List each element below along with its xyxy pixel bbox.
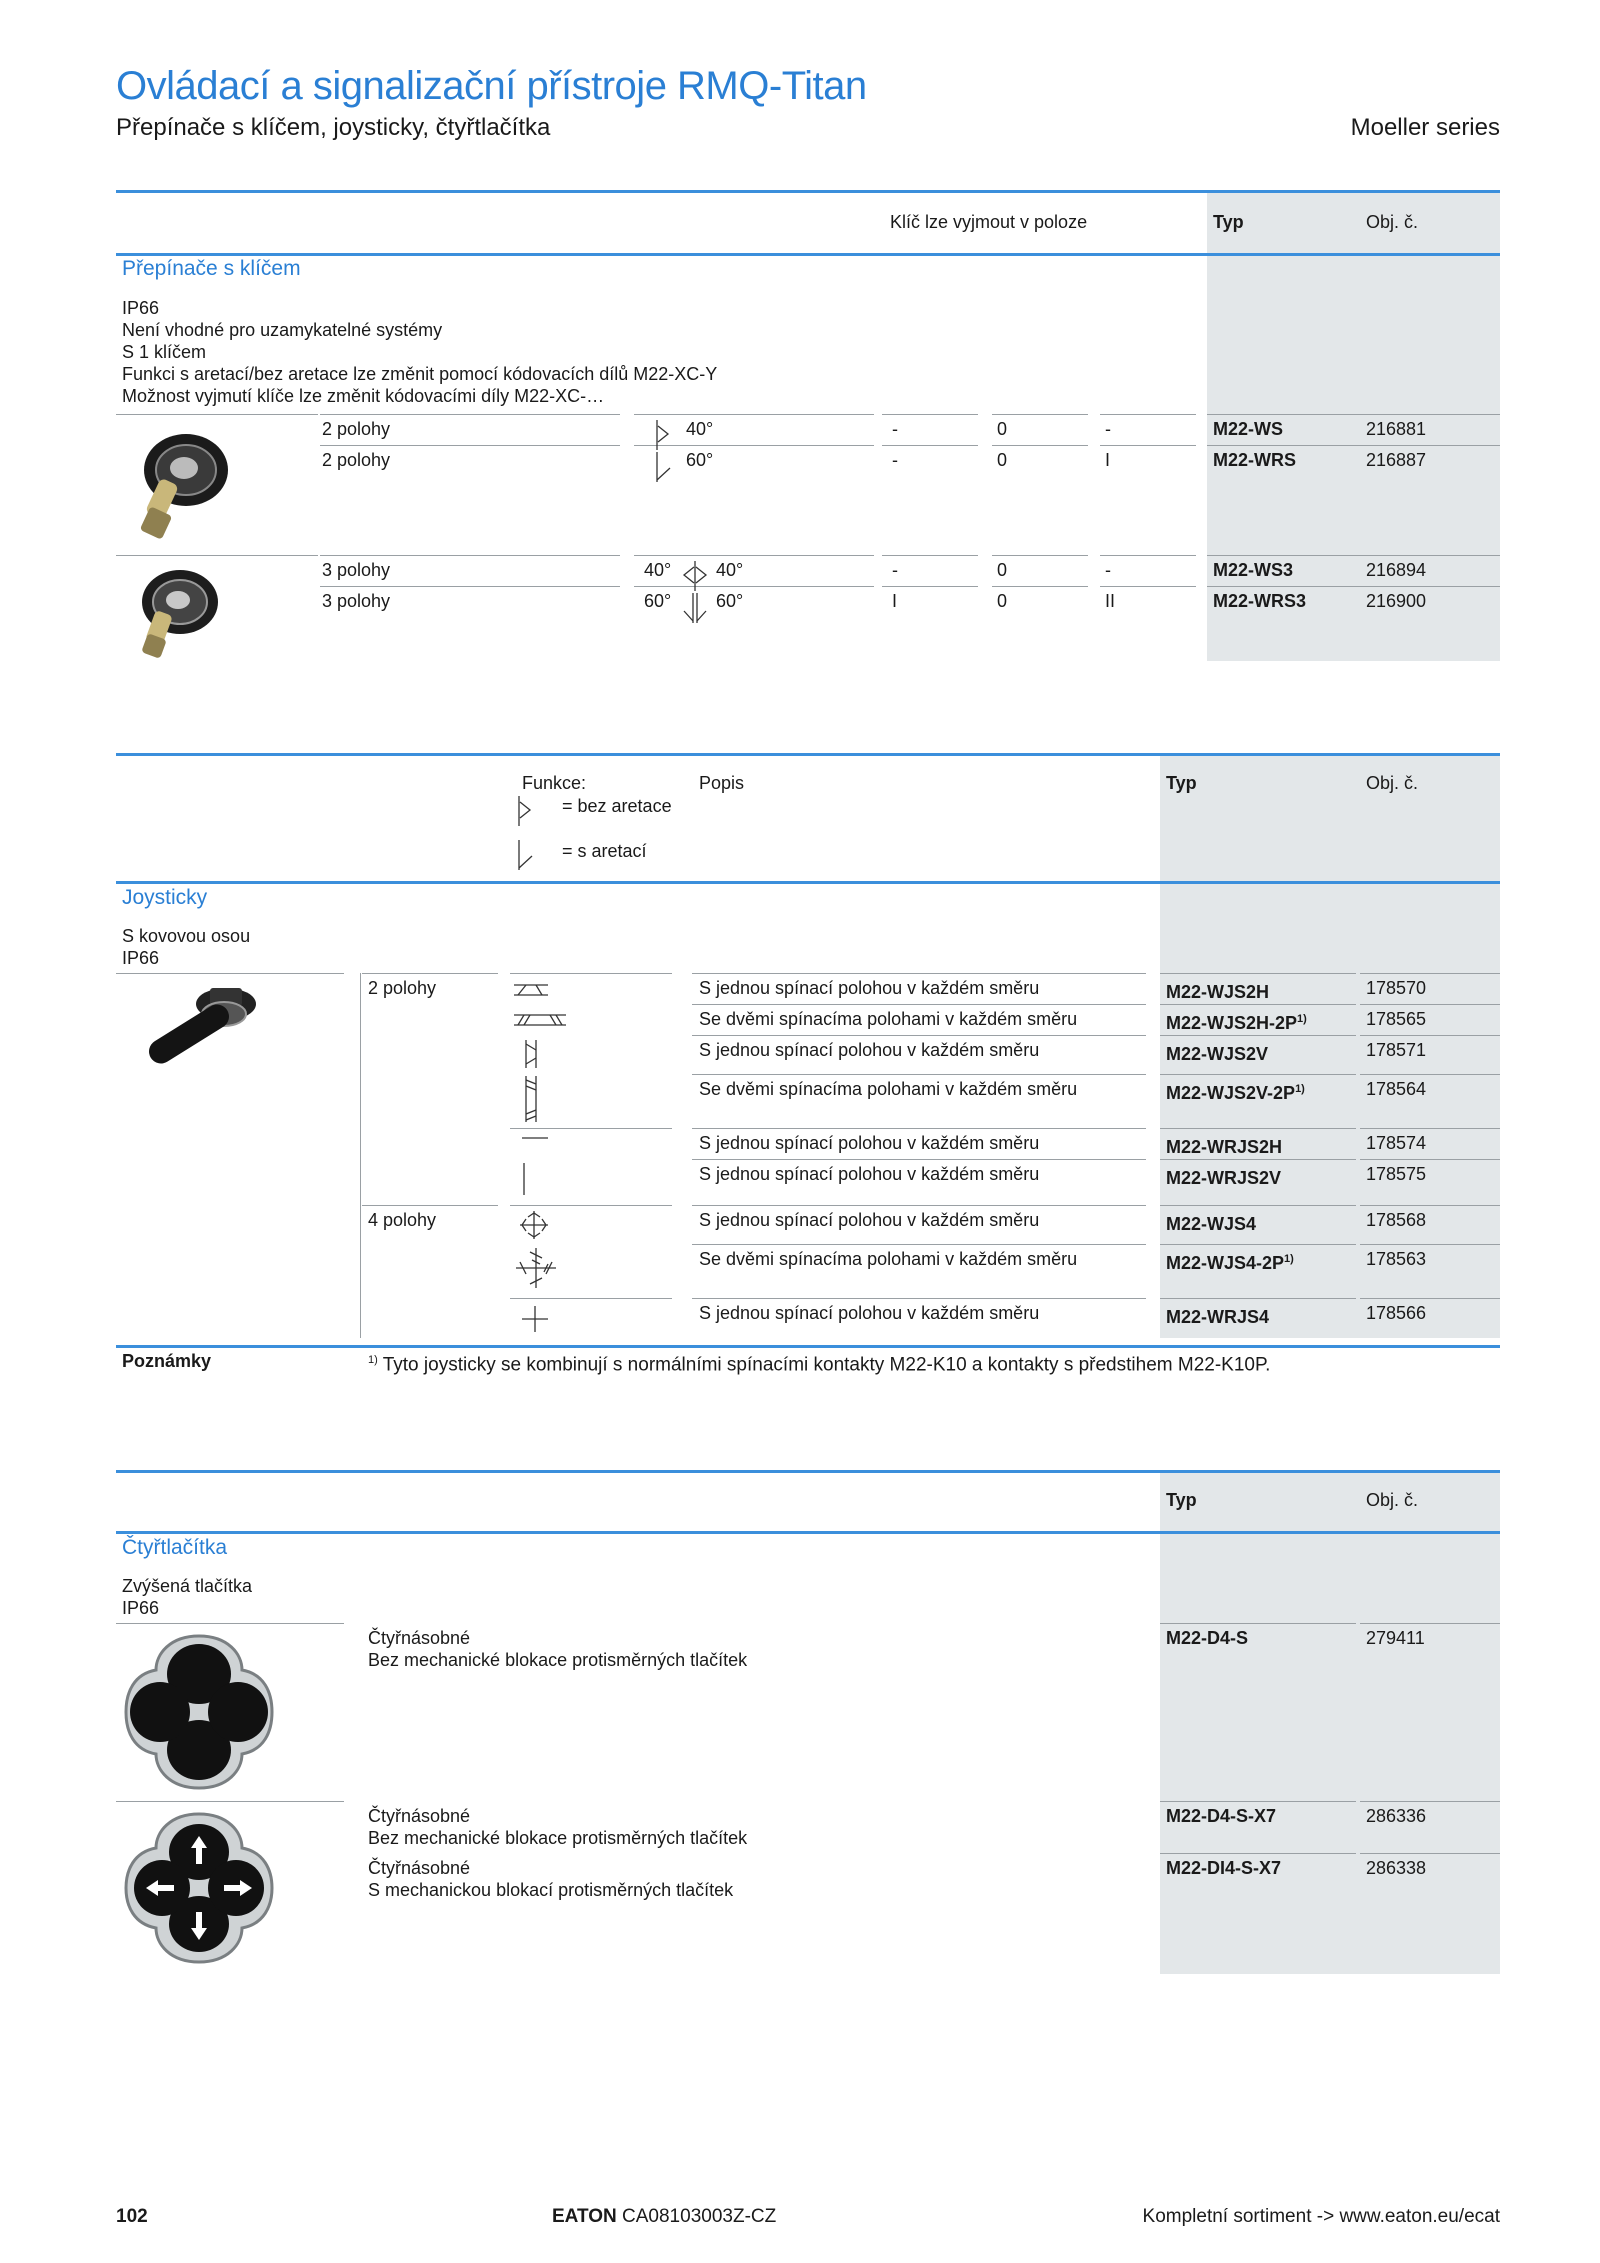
row-rule (1160, 1623, 1356, 1624)
row-rule (1160, 1801, 1356, 1802)
order-number: 178574 (1366, 1133, 1427, 1153)
series-label: Moeller series (1350, 114, 1500, 141)
section-desc-line: Není vhodné pro uzamykatelné systémy (122, 320, 443, 340)
variant-line-1: Čtyřnásobné (368, 1628, 471, 1648)
row-rule (634, 414, 874, 415)
footnote-ref: 1) (1295, 1083, 1305, 1095)
section-desc-line: S kovovou osou (122, 926, 251, 946)
key-pos-1: - (892, 419, 898, 439)
joystick-function-symbol-icon (514, 1246, 558, 1290)
row-rule (1160, 1035, 1356, 1036)
section-top-rule (116, 190, 1500, 193)
positions-label: 3 polohy (322, 560, 391, 580)
page-title: Ovládací a signalizační přístroje RMQ-Titan (116, 64, 867, 108)
joystick-function-symbol-icon (512, 1008, 568, 1032)
row-rule (1360, 1035, 1500, 1036)
type-code: M22-D4-S (1166, 1628, 1249, 1648)
type-code-text: M22-WJS4-2P (1166, 1253, 1285, 1273)
row-rule (1160, 1128, 1356, 1129)
positions-label: 2 polohy (322, 419, 391, 439)
row-rule (1100, 445, 1196, 446)
row-rule (1360, 1298, 1500, 1299)
key-pos-2: 0 (997, 419, 1008, 439)
notes-rule (116, 1345, 1500, 1348)
legend-free-label: = bez aretace (562, 796, 672, 816)
order-number: 178575 (1366, 1164, 1427, 1184)
col-header-type: Typ (1213, 212, 1244, 232)
row-rule (320, 414, 620, 415)
row-rule (1360, 973, 1500, 974)
order-number: 216900 (1366, 591, 1427, 611)
type-code-text: M22-WJS2H (1166, 982, 1270, 1002)
angle-left: 40° (644, 560, 672, 580)
latch-free-3pos-symbol-icon (680, 559, 710, 593)
variant-line-1: Čtyřnásobné (368, 1806, 471, 1826)
legend-latch-label: = s aretací (562, 841, 647, 861)
group-divider (360, 973, 361, 1338)
order-number: 178571 (1366, 1040, 1427, 1060)
joystick-function-symbol-icon (512, 978, 552, 1002)
type-code: M22-WRS3 (1213, 591, 1307, 611)
section-desc-line: Funkci s aretací/bez aretace lze změnit pomocí kódovacích dílů M22-XC-Y (122, 364, 718, 384)
row-rule (992, 445, 1088, 446)
row-rule (1360, 1801, 1500, 1802)
row-rule (1207, 555, 1500, 556)
row-rule (992, 414, 1088, 415)
row-rule (362, 1205, 498, 1206)
row-rule (510, 1205, 672, 1206)
latching-symbol-icon (654, 450, 676, 484)
row-rule (116, 1801, 344, 1802)
key-pos-1: - (892, 560, 898, 580)
type-code-text: M22-WRJS2V (1166, 1168, 1282, 1188)
row-rule (1100, 586, 1196, 587)
row-rule (692, 1035, 1146, 1036)
type-code: M22-D4-S-X7 (1166, 1806, 1277, 1826)
row-rule (320, 445, 620, 446)
row-rule (320, 555, 620, 556)
section-desc-line: Zvýšená tlačítka (122, 1576, 253, 1596)
section-desc-line: IP66 (122, 948, 160, 968)
row-rule (116, 973, 344, 974)
key-pos-2: 0 (997, 560, 1008, 580)
row-rule (1160, 1298, 1356, 1299)
section-top-rule (116, 753, 1500, 756)
row-rule (510, 1128, 672, 1129)
col-header-key: Klíč lze vyjmout v poloze (890, 212, 1088, 232)
latching-3pos-symbol-icon (680, 591, 710, 625)
section-title: Čtyřtlačítka (122, 1536, 228, 1559)
col-header-order: Obj. č. (1366, 773, 1419, 793)
type-code: M22-DI4-S-X7 (1166, 1858, 1282, 1878)
page-number: 102 (116, 2206, 148, 2227)
section-title: Joysticky (122, 886, 208, 909)
type-code (1166, 1039, 1268, 1065)
row-description: S jednou spínací polohou v každém směru (699, 1210, 1040, 1230)
type-code: M22-WRS (1213, 450, 1297, 470)
positions-label: 3 polohy (322, 591, 391, 611)
row-rule (692, 1205, 1146, 1206)
quad-pushbutton-arrows-icon (124, 1808, 274, 1968)
joystick-function-symbol-icon (520, 1161, 530, 1197)
variant-line-2: S mechanickou blokací protisměrných tlačítek (368, 1880, 734, 1900)
type-code (1166, 1008, 1307, 1034)
col-header-type: Typ (1166, 773, 1197, 793)
row-rule (116, 1623, 344, 1624)
row-rule (1100, 414, 1196, 415)
footnote-ref: 1) (1284, 1253, 1294, 1265)
section-title: Přepínače s klíčem (122, 257, 301, 280)
row-rule (1360, 1623, 1500, 1624)
row-rule (992, 555, 1088, 556)
footnote-ref: 1) (1297, 1013, 1307, 1025)
row-rule (1360, 1128, 1500, 1129)
angle-right: 40° (716, 560, 744, 580)
row-rule (116, 555, 318, 556)
latch-free-symbol-icon (654, 418, 676, 452)
key-pos-2: 0 (997, 450, 1008, 470)
angle-right: 40° (686, 419, 714, 439)
row-rule (882, 555, 978, 556)
row-rule (1360, 1205, 1500, 1206)
angle-right: 60° (716, 591, 744, 611)
footer-center (552, 2206, 776, 2228)
row-rule (510, 973, 672, 974)
row-rule (1160, 1159, 1356, 1160)
row-rule (634, 555, 874, 556)
positions-label: 2 polohy (322, 450, 391, 470)
row-rule (320, 586, 620, 587)
type-code (1166, 1163, 1281, 1189)
row-description: S jednou spínací polohou v každém směru (699, 1164, 1040, 1184)
row-rule (1207, 586, 1500, 587)
type-code (1166, 977, 1269, 1003)
row-rule (882, 445, 978, 446)
row-rule (692, 1298, 1146, 1299)
key-switch-3pos-icon (124, 562, 224, 662)
col-header-function: Funkce: (522, 773, 587, 793)
key-switch-2pos-icon (124, 420, 232, 546)
section-header-rule (116, 253, 1500, 256)
key-pos-3: I (1105, 450, 1111, 470)
order-number: 178564 (1366, 1079, 1427, 1099)
key-pos-3: - (1105, 419, 1111, 439)
row-rule (882, 414, 978, 415)
row-rule (1360, 1004, 1500, 1005)
row-rule (692, 1004, 1146, 1005)
type-code (1166, 1248, 1294, 1274)
row-description: Se dvěmi spínacíma polohami v každém směru (699, 1009, 1078, 1029)
note-text (368, 1349, 1270, 1376)
col-header-order: Obj. č. (1366, 212, 1419, 232)
order-number: 216894 (1366, 560, 1427, 580)
row-rule (1100, 555, 1196, 556)
variant-line-1: Čtyřnásobné (368, 1858, 471, 1878)
row-rule (1160, 1853, 1356, 1854)
section-desc-line: IP66 (122, 298, 160, 318)
row-rule (882, 586, 978, 587)
row-rule (1360, 1074, 1500, 1075)
row-rule (1360, 1853, 1500, 1854)
note-body: Tyto joysticky se kombinují s normálními spínacími kontakty M22-K10 a kontakty s předstihem M22-K10P. (382, 1354, 1271, 1376)
section-desc-line: IP66 (122, 1598, 160, 1618)
group-label-4pos: 4 polohy (368, 1210, 437, 1230)
group-label-2pos: 2 polohy (368, 978, 437, 998)
footer-link[interactable]: Kompletní sortiment -> www.eaton.eu/ecat (1142, 2206, 1500, 2227)
row-description: Se dvěmi spínacíma polohami v každém směru (699, 1249, 1078, 1269)
order-number: 178570 (1366, 978, 1427, 998)
row-description: S jednou spínací polohou v každém směru (699, 1133, 1040, 1153)
latch-free-legend-icon (516, 794, 538, 828)
order-number: 216887 (1366, 450, 1427, 470)
row-rule (1160, 1244, 1356, 1245)
page-subtitle: Přepínače s klíčem, joysticky, čtyřtlačítka (116, 114, 551, 141)
row-description: S jednou spínací polohou v každém směru (699, 1040, 1040, 1060)
order-number: 286336 (1366, 1806, 1427, 1826)
type-code-text: M22-WRJS4 (1166, 1307, 1270, 1327)
order-number: 279411 (1366, 1628, 1425, 1648)
row-rule (1160, 973, 1356, 974)
row-description: S jednou spínací polohou v každém směru (699, 1303, 1040, 1323)
joystick-function-symbol-icon (520, 1130, 550, 1150)
row-rule (1160, 1205, 1356, 1206)
key-pos-3: - (1105, 560, 1111, 580)
row-rule (510, 1298, 672, 1299)
angle-right: 60° (686, 450, 714, 470)
footnote-marker: 1) (368, 1354, 378, 1366)
row-rule (1207, 414, 1500, 415)
variant-line-2: Bez mechanické blokace protisměrných tlačítek (368, 1828, 748, 1848)
joystick-function-symbol-icon (520, 1304, 550, 1334)
type-code (1166, 1078, 1305, 1104)
row-description: Se dvěmi spínacíma polohami v každém směru (699, 1079, 1078, 1099)
joystick-function-symbol-icon (520, 1074, 544, 1124)
type-code (1166, 1302, 1269, 1328)
order-number: 178565 (1366, 1009, 1427, 1029)
row-rule (692, 1159, 1146, 1160)
col-header-desc: Popis (699, 773, 745, 793)
order-number: 216881 (1366, 419, 1427, 439)
key-pos-1: - (892, 450, 898, 470)
type-code-text: M22-WRJS2H (1166, 1137, 1283, 1157)
row-rule (1360, 1244, 1500, 1245)
notes-label: Poznámky (122, 1351, 212, 1371)
type-code-text: M22-WJS2V-2P (1166, 1083, 1296, 1103)
order-number: 178568 (1366, 1210, 1427, 1230)
key-pos-2: 0 (997, 591, 1008, 611)
row-rule (992, 586, 1088, 587)
section-header-rule (116, 1531, 1500, 1534)
quad-pushbutton-icon (124, 1630, 274, 1794)
type-code (1166, 1132, 1282, 1158)
section-header-rule (116, 881, 1500, 884)
row-rule (1360, 1159, 1500, 1160)
order-number: 178563 (1366, 1249, 1427, 1269)
order-number: 178566 (1366, 1303, 1427, 1323)
col-header-type: Typ (1166, 1490, 1197, 1510)
order-number: 286338 (1366, 1858, 1427, 1878)
type-column-shade (1160, 1472, 1500, 1974)
section-desc-line: S 1 klíčem (122, 342, 207, 362)
row-rule (1160, 1074, 1356, 1075)
row-rule (692, 973, 1146, 974)
variant-line-2: Bez mechanické blokace protisměrných tlačítek (368, 1650, 748, 1670)
type-code-text: M22-WJS2V (1166, 1044, 1269, 1064)
row-rule (634, 586, 874, 587)
row-rule (1207, 445, 1500, 446)
key-pos-1: I (892, 591, 898, 611)
row-rule (362, 973, 498, 974)
section-desc-line: Možnost vyjmutí klíče lze změnit kódovacími díly M22-XC-… (122, 386, 605, 406)
latching-legend-icon (516, 838, 538, 872)
catalog-code: CA08103003Z-CZ (622, 2206, 777, 2227)
type-code: M22-WS3 (1213, 560, 1294, 580)
row-description: S jednou spínací polohou v každém směru (699, 978, 1040, 998)
row-rule (116, 414, 318, 415)
joystick-function-symbol-icon (518, 1209, 550, 1241)
type-code-text: M22-WJS2H-2P (1166, 1013, 1298, 1033)
row-rule (692, 1128, 1146, 1129)
joystick-icon (124, 982, 272, 1090)
type-code-text: M22-WJS4 (1166, 1214, 1257, 1234)
type-code: M22-WS (1213, 419, 1284, 439)
col-header-order: Obj. č. (1366, 1490, 1419, 1510)
angle-left: 60° (644, 591, 672, 611)
joystick-function-symbol-icon (520, 1038, 544, 1070)
row-rule (692, 1244, 1146, 1245)
key-pos-3: II (1105, 591, 1116, 611)
brand: EATON (552, 2206, 617, 2227)
type-code (1166, 1209, 1256, 1235)
row-rule (692, 1074, 1146, 1075)
section-top-rule (116, 1470, 1500, 1473)
row-rule (1160, 1004, 1356, 1005)
